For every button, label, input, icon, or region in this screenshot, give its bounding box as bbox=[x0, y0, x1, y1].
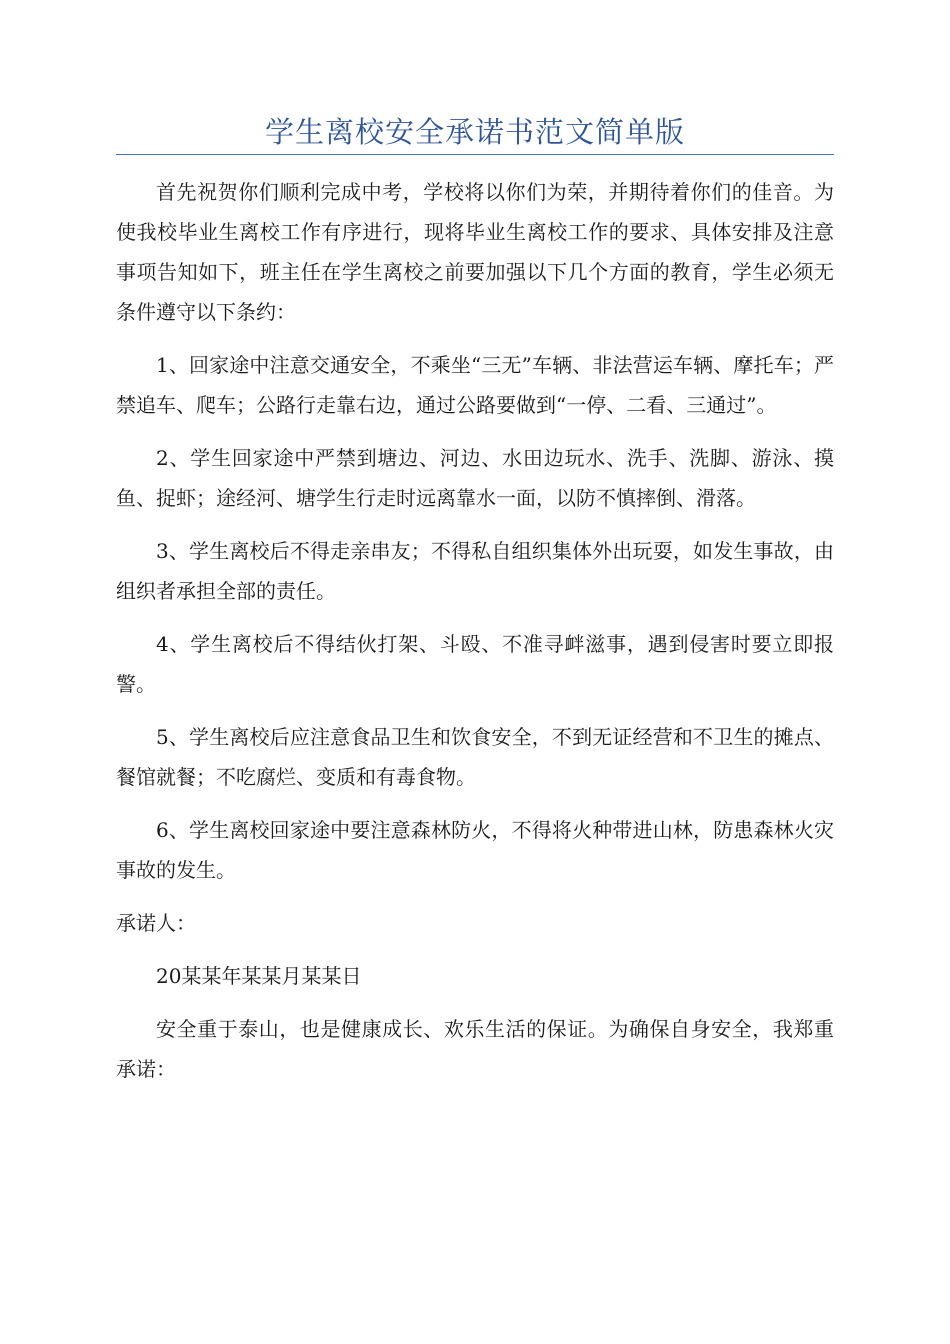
date-line: 20某某年某某月某某日 bbox=[156, 964, 362, 988]
document-title: 学生离校安全承诺书范文简单版 bbox=[264, 115, 685, 149]
intro-paragraph: 首先祝贺你们顺利完成中考，学校将以你们为荣，并期待着你们的佳音。为使我校毕业生离校工作有序进行，现将毕业生离校工作的要求、具体安排及注意事项告知如下，班主任在学生离校之前要加强以下几个方面的教育，学生必须无条件遵守以下条约： bbox=[116, 180, 834, 324]
title-underline bbox=[116, 154, 834, 155]
rule-item-1: 1、回家途中注意交通安全，不乘坐“三无”车辆、非法营运车辆、摩托车；严禁追车、爬车；公路行走靠右边，通过公路要做到“一停、二看、三通过”。 bbox=[116, 353, 834, 417]
pledge-paragraph: 安全重于泰山，也是健康成长、欢乐生活的保证。为确保自身安全，我郑重承诺： bbox=[116, 1017, 834, 1081]
rule-item-6: 6、学生离校回家途中要注意森林防火，不得将火种带进山林，防患森林火灾事故的发生。 bbox=[116, 818, 834, 882]
document-body bbox=[116, 172, 834, 1102]
rule-item-2: 2、学生回家途中严禁到塘边、河边、水田边玩水、洗手、洗脚、游泳、摸鱼、捉虾；途经河、塘学生行走时远离靠水一面，以防不慎摔倒、滑落。 bbox=[116, 446, 834, 510]
rule-item-5: 5、学生离校后应注意食品卫生和饮食安全，不到无证经营和不卫生的摊点、餐馆就餐；不吃腐烂、变质和有毒食物。 bbox=[116, 725, 834, 789]
rule-item-4: 4、学生离校后不得结伙打架、斗殴、不准寻衅滋事，遇到侵害时要立即报警。 bbox=[116, 632, 834, 696]
rule-item-3: 3、学生离校后不得走亲串友；不得私自组织集体外出玩耍，如发生事故，由组织者承担全部的责任。 bbox=[116, 539, 834, 603]
signatory-label: 承诺人： bbox=[116, 911, 196, 935]
